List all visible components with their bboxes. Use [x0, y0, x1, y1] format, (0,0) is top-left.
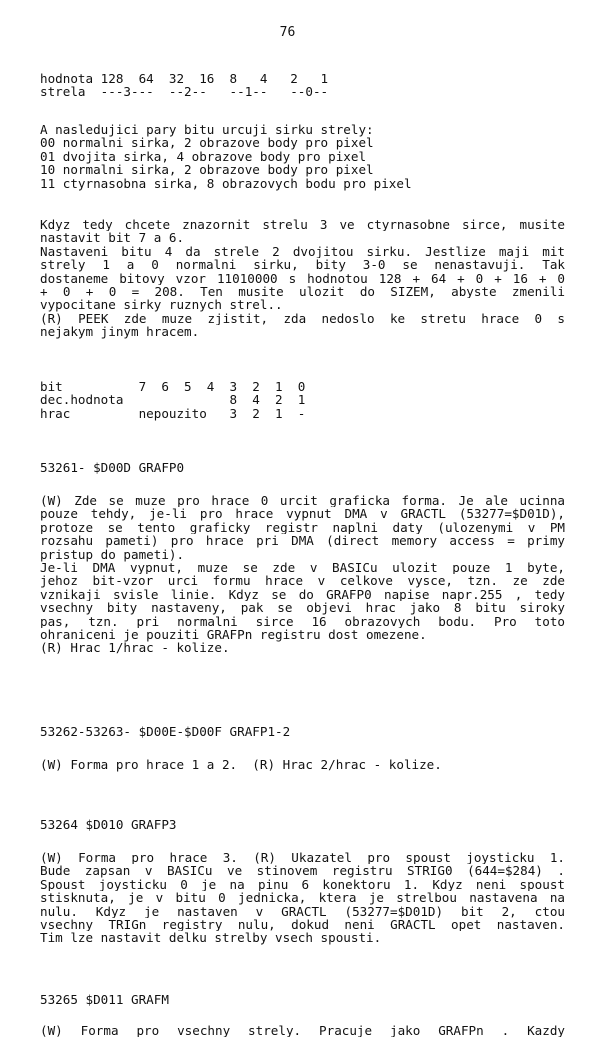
- text-line: 01 dvojita sirka, 4 obrazove body pro pixel: [40, 148, 367, 164]
- text-line: pouze tehdy, je-li pro hrace vypnut DMA v GRACTL (53277=$D01D),: [40, 507, 565, 521]
- text-line: ohraniceni je pouziti GRAFPn registru dost omezene.: [40, 626, 427, 642]
- collision-table-row: hrac nepouzito 3 2 1 -: [40, 405, 306, 421]
- text-line: Kdyz tedy chcete znazornit strelu 3 ve ctyrnasobne sirce, musite: [40, 218, 565, 232]
- text-line: strely 1 a 0 normalni sirku, bity 3-0 se nenastavuji. Tak: [40, 258, 565, 272]
- text-line: vznikaji svisle linie. Kdyz se do GRAFP0 napise napr.255 , tedy: [40, 587, 565, 602]
- section-grafp0-header: 53261- $D00D GRAFP0: [40, 460, 185, 475]
- text-line: 10 normalni sirka, 2 obrazove body pro pixel: [40, 162, 374, 178]
- text-line: nastavit bit 7 a 6.: [40, 230, 185, 246]
- text-line: (W) Forma pro hrace 3. (R) Ukazatel pro spoust joysticku 1.: [40, 851, 565, 865]
- page-number: 76: [279, 25, 296, 40]
- text-line: rozsahu pameti) pro hrace pri DMA (direct memory access = primy: [40, 534, 565, 548]
- text-line: jehoz bit-vzor urci formu hrace v celkove vysce, tzn. ze zde: [40, 574, 565, 588]
- bits-table: [40, 72, 565, 99]
- section-grafp0-body: [40, 494, 565, 655]
- bits-table-row: hodnota 128 64 32 16 8 4 2 1: [40, 71, 329, 86]
- section-grafp3-body: [40, 851, 565, 945]
- text-line: Je-li DMA vypnut, muze se zde v BASICu ulozit pouze 1 byte,: [40, 560, 565, 575]
- collision-table: [40, 380, 565, 420]
- text-line: (W) Forma pro hrace 1 a 2. (R) Hrac 2/hrac - kolize.: [40, 757, 442, 772]
- text-line: A nasledujici pary bitu urcuji sirku strely:: [40, 122, 374, 137]
- section-grafp1-2-body: [40, 758, 565, 771]
- bits-table-row: strela ---3--- --2-- --1-- --0--: [40, 84, 329, 100]
- section-grafm-body: [40, 1024, 565, 1037]
- text-line: vsechny bity nastaveny, pak se objevi hrac jako 8 bitu siroky: [40, 601, 565, 615]
- text-line: Spoust joysticku 0 je na pinu 6 konektoru 1. Kdyz neni spoust: [40, 877, 565, 892]
- text-line: (R) Hrac 1/hrac - kolize.: [40, 640, 230, 656]
- text-line: (W) Forma pro vsechny strely. Pracuje jako GRAFPn . Kazdy: [40, 1024, 565, 1038]
- text-line: stisknuta, je v bitu 0 jednicka, ktera je strelbou nastavena na: [40, 891, 565, 905]
- text-line: nulu. Kdyz je nastaven v GRACTL (53277=$D01D) bit 2, ctou: [40, 904, 565, 918]
- text-line: pristup do pameti).: [40, 546, 185, 562]
- text-line: Bude zapsan v BASICu ve stinovem registru STRIG0 (644=$284) .: [40, 864, 565, 878]
- missile-width-paragraph: [40, 218, 565, 339]
- section-grafp1-2-header: 53262-53263- $D00E-$D00F GRAFP1-2: [40, 724, 291, 739]
- collision-table-row: bit 7 6 5 4 3 2 1 0: [40, 379, 306, 394]
- width-intro: [40, 123, 565, 190]
- text-line: (R) PEEK zde muze zjistit, zda nedoslo ke stretu hrace 0 s: [40, 311, 565, 326]
- text-line: (W) Zde se muze pro hrace 0 urcit graficka forma. Je ale ucinna: [40, 494, 565, 508]
- collision-table-row: dec.hodnota 8 4 2 1: [40, 392, 306, 408]
- text-line: 00 normalni sirka, 2 obrazove body pro pixel: [40, 135, 374, 151]
- section-grafm-header: 53265 $D011 GRAFM: [40, 992, 169, 1007]
- text-line: + 0 + 0 = 208. Ten musite ulozit do SIZEM, abyste zmenili: [40, 284, 565, 299]
- text-line: pas, tzn. pri normalni sirce 16 obrazovych bodu. Pro toto: [40, 614, 565, 628]
- text-line: vsechny TRIGn registry nulu, dokud neni GRACTL opet nastaven.: [40, 917, 565, 932]
- section-grafp3-header: 53264 $D010 GRAFP3: [40, 817, 177, 832]
- text-line: nejakym jinym hracem.: [40, 324, 200, 340]
- text-line: 11 ctyrnasobna sirka, 8 obrazovych bodu pro pixel: [40, 175, 412, 191]
- text-line: Tim lze nastavit delku strelby vsech spousti.: [40, 930, 382, 946]
- text-line: protoze se tento graficky registr naplni daty (ulozenymi v PM: [40, 520, 565, 535]
- text-line: dostaneme bitovy vzor 11010000 s hodnotou 128 + 64 + 0 + 16 + 0: [40, 271, 565, 285]
- text-line: vypocitane sirky ruznych strel..: [40, 297, 283, 313]
- text-line: Nastaveni bitu 4 da strele 2 dvojitou sirku. Jestlize maji mit: [40, 244, 565, 259]
